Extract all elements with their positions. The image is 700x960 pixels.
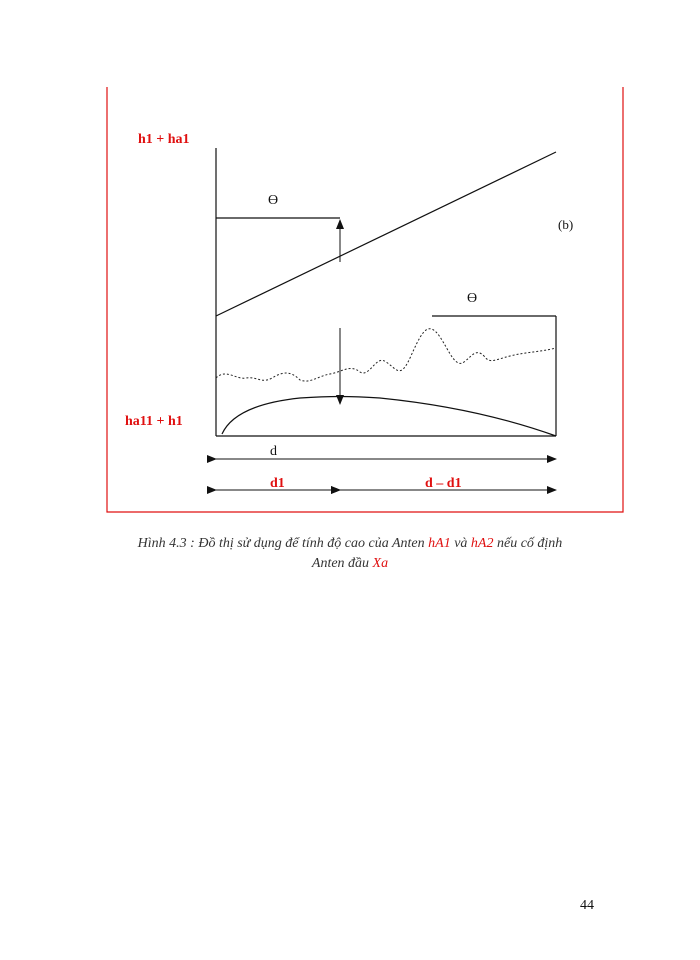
caption-hA1: hA1	[428, 536, 451, 551]
page-number: 44	[580, 898, 594, 913]
earth-curve	[222, 397, 556, 437]
caption-text-2: và	[450, 536, 471, 551]
caption-Xa: Xa	[372, 556, 389, 571]
caption-line2-prefix: Anten đầu	[311, 556, 373, 571]
panel-label: (b)	[558, 217, 574, 232]
label-ha11-h1: ha11 + h1	[125, 414, 183, 429]
sloped-line	[216, 152, 556, 316]
theta-top-label: Ө	[268, 193, 279, 208]
label-h1-ha1: h1 + ha1	[138, 132, 190, 147]
theta-right-label: Ө	[467, 291, 478, 306]
terrain-profile	[216, 329, 556, 381]
caption-text-3: nếu cố định	[493, 536, 563, 551]
caption-hA2: hA2	[470, 536, 494, 551]
figure-frame	[107, 87, 623, 512]
caption-text-1: Hình 4.3 : Đồ thị sử dụng để tính độ cao của Anten	[137, 536, 429, 551]
figure-caption	[80, 534, 620, 574]
dim-total-label: d	[270, 444, 277, 459]
dim-left-label: d1	[270, 476, 285, 491]
dim-right-label: d – d1	[425, 476, 462, 491]
